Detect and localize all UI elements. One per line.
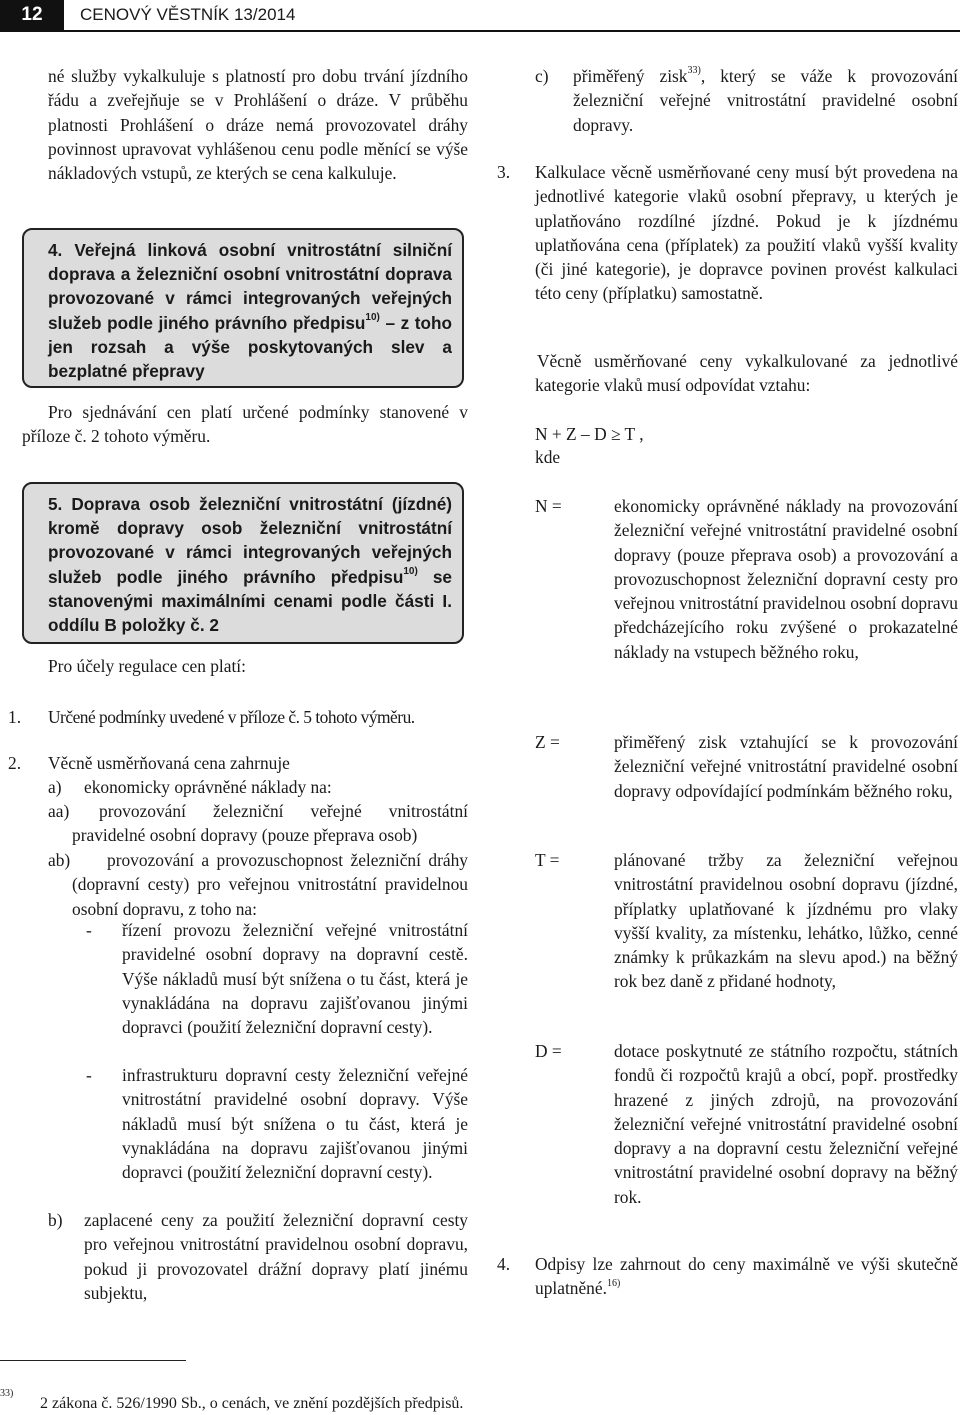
item-2aa-text: [48, 799, 468, 848]
section-5-title: Doprava osob železniční vnitrostátní (jízdné) kromě dopravy osob železniční vnitrostátní provozované v rámci integrovaných veřejných služeb podle jiného právního předpisu: [48, 494, 452, 587]
item-2aa-text-span: provozování železniční veřejné vnitrostátní pravidelné osobní dopravy (pouze přeprava osob): [72, 801, 468, 846]
item-2ab-text: [48, 848, 468, 921]
def-d-text: dotace poskytnuté ze státního rozpočtu, státních fondů či rozpočtů krajů a obcí, popř. prostředky hrazené z jiných zdrojů, na provozování železniční veřejné vnitrostátní pravidelné osobní dopravy a na dopravní cestu železniční veřejné vnitrostátní pravidelné osobní dopravy na běžný rok.: [614, 1041, 958, 1207]
item-2c-label: c): [535, 66, 549, 86]
journal-title: CENOVÝ VĚSTNÍK 13/2014: [80, 5, 296, 24]
item-2c-footnote-ref: 33): [687, 65, 701, 77]
item-2ab-dash-2-text: infrastrukturu dopravní cesty železniční veřejné vnitrostátní pravidelné osobní dopravy. Výše nákladů musí být snížena o tu část, která je vynakládána na dopravu zajišťovanou jinými dopravci (použití železniční dopravní cesty).: [122, 1065, 468, 1183]
def-z-text: přiměřený zisk vztahující se k provozování železniční veřejné vnitrostátní pravidelné osobní dopravy odpovídající podmínkám běžného roku,: [614, 732, 958, 801]
item-2a-label: a): [48, 777, 62, 797]
section-4-title-end: – z toho jen rozsah a výše poskytovaných slev a bezplatné přepravy: [48, 312, 452, 382]
section-5-box: [22, 482, 464, 644]
section-4-footnote-ref: 10): [365, 311, 380, 323]
item-4-text-span: Odpisy lze zahrnout do ceny maximálně ve výši skutečně uplatněné.: [535, 1254, 958, 1299]
section-5-footnote-ref: 10): [403, 565, 418, 577]
item-2c-text: [573, 64, 958, 137]
section-5-title-end: se stanovenými maximálními cenami podle části I. oddílu B položky č. 2: [48, 566, 452, 636]
def-t-text: plánované tržby za železniční veřejnou vnitrostátní pravidelnou osobní dopravu (jízdné, příplatky uplatňované k jízdnému pro vlaky vyšší kvality, za místenku, lehátko, lůžko, cenné známky k průkazkám na slevu apod.) na běžný rok bez daně z přidané hodnoty,: [614, 850, 958, 992]
item-1-text: Určené podmínky uvedené v příloze č. 5 tohoto výměru.: [48, 707, 415, 727]
section-4-box: [22, 228, 464, 388]
item-2a-text: ekonomicky oprávněné náklady na:: [84, 777, 332, 797]
section-4-paragraph: Pro sjednávání cen platí určené podmínky stanovené v příloze č. 2 tohoto výměru.: [22, 402, 468, 447]
def-d-label: D =: [535, 1041, 562, 1061]
footnote-mark: 33): [0, 1388, 14, 1399]
section-5-paragraph: Pro účely regulace cen platí:: [48, 656, 246, 676]
formula-kde: kde: [535, 447, 561, 467]
item-2b-label: b): [48, 1210, 63, 1230]
item-2c-text-b: , který se váže k provozování železniční veřejné vnitrostátní pravidelné osobní dopravy.: [573, 66, 959, 135]
item-2aa-label: aa): [48, 801, 70, 821]
item-4-footnote-ref: 16): [606, 1277, 621, 1289]
def-n-text: ekonomicky oprávněné náklady na provozování železniční veřejné vnitrostátní pravidelné osobní dopravy (pouze přeprava osob) a provozování a provozuschopnost železniční dopravní cesty pro veřejnou vnitrostátní pravidelnou osobní dopravu předcházejícího roku zvýšené o prokazatelné náklady na vstupech běžného roku,: [614, 496, 958, 662]
item-2-number: 2.: [8, 753, 22, 773]
item-2c-text-a: přiměřený zisk: [573, 66, 688, 86]
item-2b-text: zaplacené ceny za použití železniční dopravní cesty pro veřejnou vnitrostátní pravidelnou osobní dopravu, pokud ji provozovatel drážní dopravy platí jinému subjektu,: [84, 1210, 468, 1303]
page-number: 12: [0, 0, 64, 30]
item-2ab-dash-1-text: řízení provozu železniční veřejné vnitrostátní pravidelné osobní dopravy na dopravní cestě. Výše nákladů musí být snížena o tu část, která je vynakládána na dopravu zajišťovanou jinými dopravci (použití železniční dopravní cesty).: [122, 920, 468, 1038]
relation-paragraph: Věcně usměrňované ceny vykalkulované za jednotlivé kategorie vlaků musí odpovídat vztahu:: [535, 351, 958, 396]
item-2ab-text-span: provozování a provozuschopnost železniční dráhy (dopravní cesty) pro veřejnou vnitrostátní pravidelnou osobní dopravu, z toho na:: [72, 850, 468, 919]
item-4-number: 4.: [497, 1254, 511, 1274]
formula: N + Z – D ≥ T ,: [535, 424, 644, 444]
item-2-text: Věcně usměrňovaná cena zahrnuje: [48, 753, 290, 773]
section-4-number: 4.: [48, 240, 63, 260]
def-t-label: T =: [535, 850, 560, 870]
item-2ab-label: ab): [48, 850, 71, 870]
def-n-label: N =: [535, 496, 562, 516]
footnote-text: 2 zákona č. 526/1990 Sb., o cenách, ve znění pozdějších předpisů.: [40, 1395, 464, 1412]
item-3-number: 3.: [497, 162, 511, 182]
item-2ab-dash-2: -: [86, 1065, 92, 1085]
def-z-label: Z =: [535, 732, 560, 752]
section-4-title: Veřejná linková osobní vnitrostátní silniční doprava a železniční osobní vnitrostátní doprava provozované v rámci integrovaných veřejných služeb podle jiného právního předpisu: [48, 240, 452, 333]
item-1-number: 1.: [8, 707, 22, 727]
item-3-text: Kalkulace věcně usměrňované ceny musí být provedena na jednotlivé kategorie vlaků osobní přepravy, u kterých je uplatňováno rozdílné jízdné. Pokud je k jízdnému uplatňována cena (příplatek) za použití vlaků vyšší kvality (či jiné kategorie), je dopravce povinen provést kalkulaci této ceny (příplatku) samostatně.: [535, 162, 958, 304]
section-5-number: 5.: [48, 494, 63, 514]
intro-paragraph: né služby vykalkuluje s platností pro dobu trvání jízdního řádu a zveřejňuje se v Prohlášení o dráze. V průběhu platnosti Prohlášení o dráze nemá provozovatel dráhy povinnost upravovat vyhlášenou cenu podle měnící se výše nákladových vstupů, ze kterých se cena kalkuluje.: [48, 66, 468, 184]
item-4-text: [535, 1252, 958, 1301]
header-rule: [0, 30, 960, 32]
item-2ab-dash-1: -: [86, 920, 92, 940]
footnote-rule: [0, 1360, 186, 1361]
